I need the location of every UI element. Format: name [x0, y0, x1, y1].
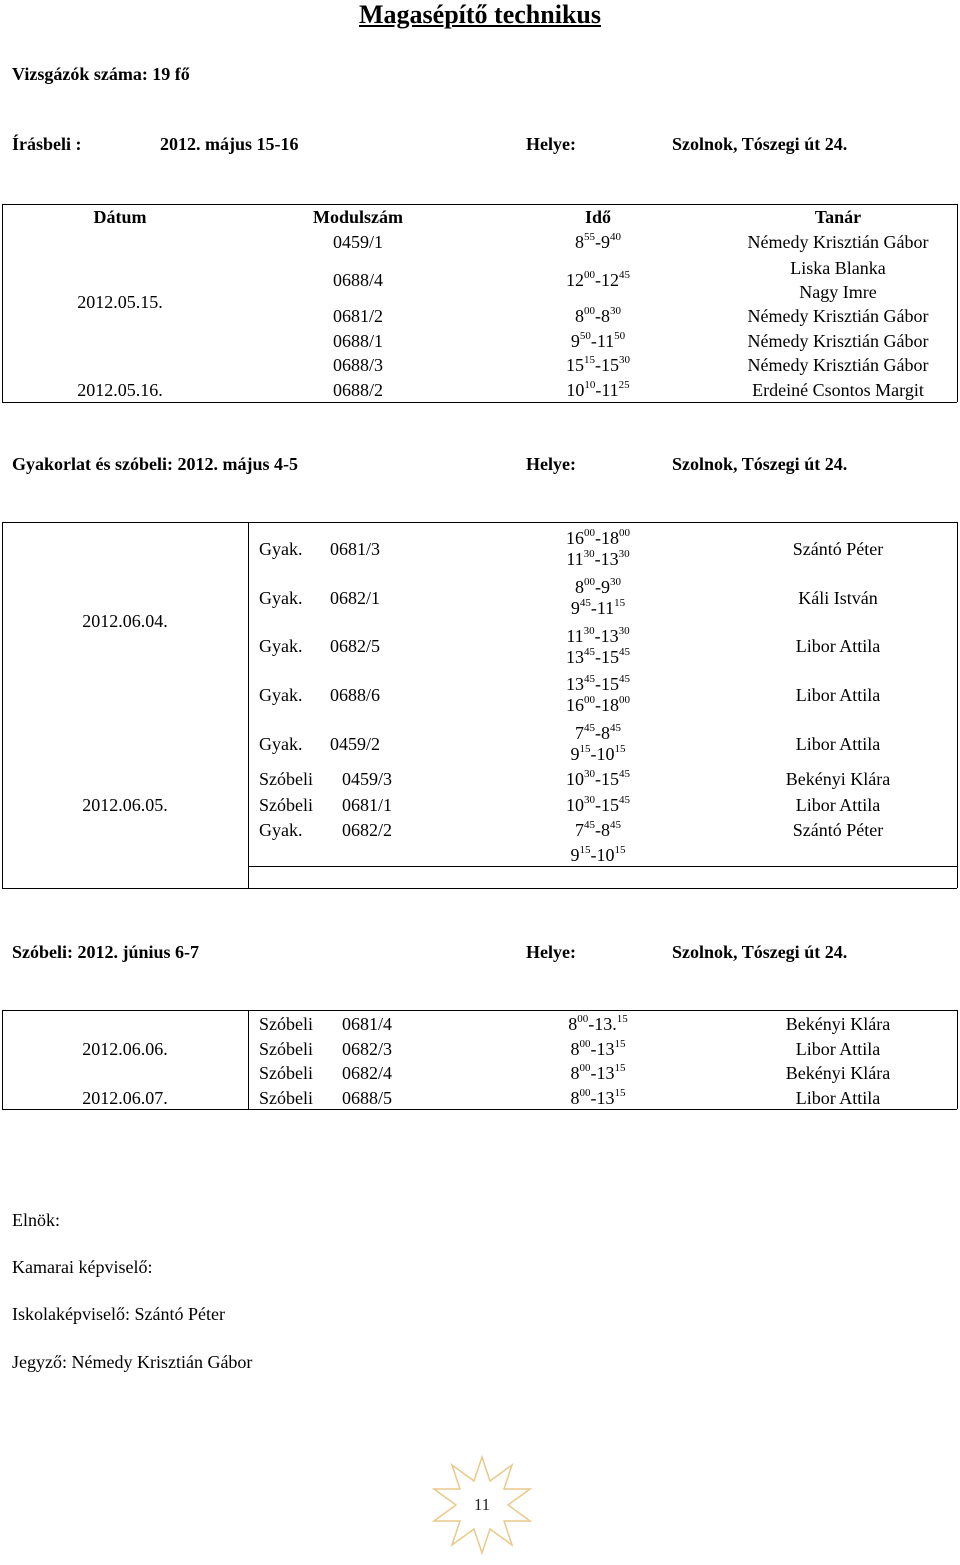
time-cell: $8^{00}-9^{30}$	[575, 576, 621, 597]
oral-label: Szóbeli: 2012. június 6-7	[12, 942, 200, 962]
time-cell: $16^{00}-18^{00}$	[566, 694, 630, 715]
time-cell: $7^{45}-8^{45}$	[575, 819, 621, 840]
type-cell: Szóbeli	[259, 1063, 313, 1083]
time-cell: $9^{45}-11^{15}$	[570, 597, 626, 618]
header-date: Dátum	[93, 207, 147, 227]
signature-chamber: Kamarai képviselő:	[12, 1257, 153, 1277]
practical-date-cell: 2012.06.05.	[82, 795, 168, 815]
type-cell: Szóbeli	[259, 769, 313, 789]
module-cell: 0459/1	[332, 232, 383, 252]
module-cell: 0688/3	[332, 355, 383, 375]
time-cell: $8^{00}-13^{15}$	[570, 1038, 626, 1059]
module-cell: 0681/2	[332, 306, 383, 326]
module-cell: 0682/2	[342, 820, 393, 840]
signature-clerk: Jegyző: Némedy Krisztián Gábor	[12, 1352, 253, 1372]
teacher-cell: Némedy Krisztián Gábor	[747, 232, 929, 252]
oral-place: Szolnok, Tószegi út 24.	[672, 942, 848, 962]
teacher-cell: Libor Attila	[795, 734, 881, 754]
signature-school: Iskolaképviselő: Szántó Péter	[12, 1304, 225, 1324]
time-cell: $8^{00}-13^{15}$	[570, 1062, 626, 1083]
module-cell: 0459/2	[330, 734, 381, 754]
time-cell: $10^{30}-15^{45}$	[566, 794, 630, 815]
teacher-cell: Szántó Péter	[792, 820, 884, 840]
module-cell: 0459/3	[342, 769, 393, 789]
teacher-cell: Bekényi Klára	[785, 1063, 891, 1083]
module-cell: 0682/5	[330, 636, 381, 656]
practical-place: Szolnok, Tószegi út 24.	[672, 454, 848, 474]
time-cell: $8^{55}-9^{40}$	[575, 231, 621, 252]
written-date-cell: 2012.05.15.	[77, 292, 163, 312]
written-label: Írásbeli :	[12, 134, 82, 154]
time-cell: $8^{00}-8^{30}$	[575, 305, 621, 326]
teacher-cell: Libor Attila	[795, 1039, 881, 1059]
teacher-cell: Káli István	[798, 588, 878, 608]
time-cell: $11^{30}-13^{30}$	[566, 548, 630, 569]
module-cell: 0688/2	[332, 380, 383, 400]
teacher-cell: Erdeiné Csontos Margit	[752, 380, 924, 400]
type-cell: Gyak.	[259, 820, 303, 840]
module-cell: 0688/5	[342, 1088, 393, 1108]
practical-label: Gyakorlat és szóbeli: 2012. május 4-5	[12, 454, 298, 474]
written-date-cell: 2012.05.16.	[77, 380, 163, 400]
type-cell: Szóbeli	[259, 1088, 313, 1108]
oral-date-cell: 2012.06.06.	[82, 1039, 168, 1059]
type-cell: Gyak.	[259, 588, 303, 608]
time-cell: $15^{15}-15^{30}$	[566, 354, 630, 375]
time-cell: $8^{00}-13^{15}$	[570, 1087, 626, 1108]
teacher-cell: Libor Attila	[795, 795, 881, 815]
oral-date-cell: 2012.06.07.	[82, 1088, 168, 1108]
type-cell: Gyak.	[259, 685, 303, 705]
time-cell: $9^{15}-10^{15}$	[570, 743, 626, 764]
practical-place-label: Helye:	[526, 454, 576, 474]
time-cell: $8^{00}-13.15$	[568, 1013, 628, 1034]
teacher-cell: Némedy Krisztián Gábor	[747, 306, 929, 326]
time-cell: $13^{45}-15^{45}$	[566, 646, 630, 667]
teacher-cell: Némedy Krisztián Gábor	[747, 355, 929, 375]
examinee-count: Vizsgázók száma: 19 fő	[12, 64, 190, 84]
time-cell: $10^{30}-15^{45}$	[566, 768, 630, 789]
teacher-cell: Szántó Péter	[792, 539, 884, 559]
time-cell: $9^{15}-10^{15}$	[570, 844, 626, 865]
teacher-cell: Libor Attila	[795, 1088, 881, 1108]
teacher-cell: Nagy Imre	[799, 282, 877, 302]
time-cell: $7^{45}-8^{45}$	[575, 722, 621, 743]
written-place-label: Helye:	[526, 134, 576, 154]
time-cell: $9^{50}-11^{50}$	[570, 330, 626, 351]
practical-date-cell: 2012.06.04.	[82, 611, 168, 631]
module-cell: 0681/1	[342, 795, 393, 815]
teacher-cell: Bekényi Klára	[785, 769, 891, 789]
type-cell: Szóbeli	[259, 795, 313, 815]
module-cell: 0681/4	[342, 1014, 393, 1034]
type-cell: Szóbeli	[259, 1039, 313, 1059]
header-module: Modulszám	[313, 207, 403, 227]
teacher-cell: Némedy Krisztián Gábor	[747, 331, 929, 351]
written-date: 2012. május 15-16	[160, 134, 299, 154]
module-cell: 0688/6	[330, 685, 381, 705]
type-cell: Gyak.	[259, 636, 303, 656]
time-cell: $10^{10}-11^{25}$	[566, 379, 630, 400]
type-cell: Gyak.	[259, 734, 303, 754]
signature-chair: Elnök:	[12, 1210, 60, 1230]
page-number: 11	[473, 1495, 491, 1514]
time-cell: $11^{30}-13^{30}$	[566, 625, 630, 646]
time-cell: $12^{00}-12^{45}$	[566, 269, 630, 290]
type-cell: Gyak.	[259, 539, 303, 559]
module-cell: 0682/4	[342, 1063, 393, 1083]
time-cell: $16^{00}-18^{00}$	[566, 527, 630, 548]
module-cell: 0688/4	[332, 270, 383, 290]
teacher-cell: Liska Blanka	[790, 258, 886, 278]
module-cell: 0682/3	[342, 1039, 393, 1059]
teacher-cell: Libor Attila	[795, 685, 881, 705]
time-cell: $13^{45}-15^{45}$	[566, 673, 630, 694]
oral-place-label: Helye:	[526, 942, 576, 962]
teacher-cell: Libor Attila	[795, 636, 881, 656]
header-teacher: Tanár	[814, 207, 862, 227]
module-cell: 0681/3	[330, 539, 381, 559]
page-title: Magasépítő technikus	[359, 0, 601, 29]
header-time: Idő	[584, 207, 611, 227]
written-place: Szolnok, Tószegi út 24.	[672, 134, 848, 154]
type-cell: Szóbeli	[259, 1014, 313, 1034]
module-cell: 0682/1	[330, 588, 381, 608]
module-cell: 0688/1	[332, 331, 383, 351]
teacher-cell: Bekényi Klára	[785, 1014, 891, 1034]
